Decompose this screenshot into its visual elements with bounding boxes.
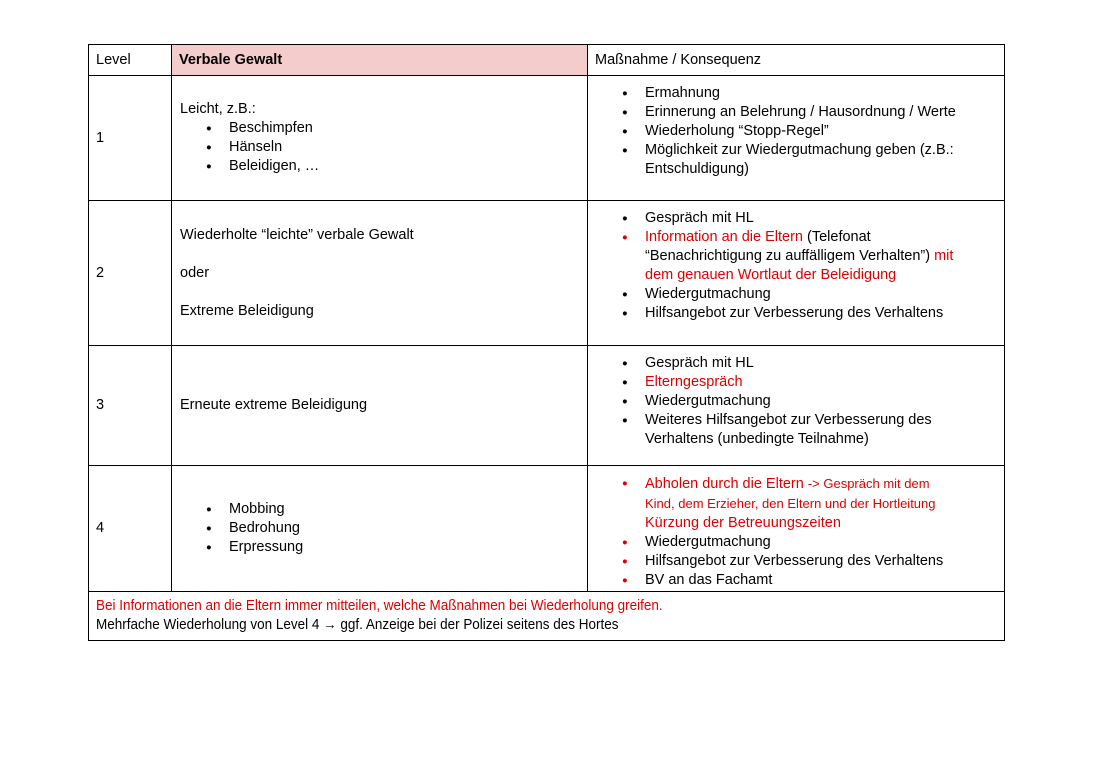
text-segment: mit: [934, 248, 954, 264]
text-segment: Kind, dem Erzieher, den Eltern und der Hortleitung: [645, 496, 936, 511]
bullet-icon: ●: [206, 161, 212, 172]
list-item-text: Erinnerung an Belehrung / Hausordnung / Werte: [645, 104, 956, 120]
text-segment: Abholen durch die Eltern: [645, 476, 808, 492]
header-massnahme: Maßnahme / Konsequenz: [588, 45, 1005, 76]
list-item: [622, 228, 1000, 285]
text-segment: -> Gespräch mit dem: [807, 476, 930, 491]
footer-row: [89, 592, 1005, 641]
list-item: [622, 103, 1000, 122]
header-level: Level: [89, 45, 172, 76]
list-item-text: Gespräch mit HL: [645, 210, 754, 226]
text-segment: Verhaltens (unbedingte Teilnahme): [645, 431, 869, 447]
list-item: [622, 392, 1000, 411]
bullet-icon: ●: [622, 358, 628, 369]
list-item: [206, 500, 583, 519]
bullet-icon: ●: [206, 123, 212, 134]
list-item: [206, 538, 583, 557]
list-item-text: Bedrohung: [229, 520, 300, 536]
level-2-cell: 2: [89, 201, 172, 346]
list-item: [622, 354, 1000, 373]
header-row: [89, 45, 1005, 76]
level-3-cell: 3: [89, 346, 172, 466]
bullet-icon: ●: [622, 107, 628, 118]
behavior-line: Erneute extreme Beleidigung: [180, 397, 368, 413]
row-level-3: [89, 346, 1005, 466]
level-1-behavior-cell: [172, 76, 588, 201]
list-item: [622, 571, 1000, 590]
list-item-text: Wiedergutmachung: [645, 534, 771, 550]
bullet-icon: ●: [622, 308, 628, 319]
level-4-actions-cell: [588, 466, 1005, 592]
list-item: [622, 285, 1000, 304]
bullet-icon: ●: [622, 415, 628, 426]
list-item-text: Beschimpfen: [229, 120, 313, 136]
list-item-text: Wiedergutmachung: [645, 393, 771, 409]
bullet-icon: ●: [622, 126, 628, 137]
footer-note-black: Mehrfache Wiederholung von Level 4 → ggf. Anzeige bei der Polizei seitens des Hortes: [96, 617, 619, 633]
bullet-icon: ●: [622, 145, 628, 156]
list-item-text: [645, 411, 1000, 449]
bullet-icon: ●: [622, 213, 628, 224]
bullet-icon: ●: [622, 575, 628, 586]
list-item: [622, 533, 1000, 552]
row-level-4: [89, 466, 1005, 592]
list-item-text: Beleidigen, …: [229, 158, 320, 174]
level-4-cell: 4: [89, 466, 172, 592]
bullet-icon: ●: [206, 142, 212, 153]
level-2-actions-cell: [588, 201, 1005, 346]
list-item-text: Wiederholung “Stopp-Regel”: [645, 123, 829, 139]
list-item: [622, 474, 1000, 533]
bullet-icon: ●: [622, 88, 628, 99]
level-2-behavior-cell: [172, 201, 588, 346]
behavior-line: Extreme Beleidigung: [180, 302, 314, 319]
bullet-icon: ●: [622, 537, 628, 548]
list-item-text: Gespräch mit HL: [645, 355, 754, 371]
text-segment: Information an die Eltern: [645, 229, 808, 245]
list-item: [206, 119, 583, 138]
text-segment: Entschuldigung): [645, 161, 749, 177]
level-1-actions-cell: [588, 76, 1005, 201]
list-item-text: [645, 141, 1000, 179]
bullet-icon: ●: [206, 504, 212, 515]
list-item-text: Hilfsangebot zur Verbesserung des Verhaltens: [645, 305, 944, 321]
list-item: [206, 138, 583, 157]
text-segment: Möglichkeit zur Wiedergutmachung geben (z.B.:: [645, 142, 954, 158]
footer-note-red: Bei Informationen an die Eltern immer mitteilen, welche Maßnahmen bei Wiederholung greifen.: [96, 598, 663, 614]
list-item: [622, 304, 1000, 323]
text-segment: (Telefonat: [807, 229, 871, 245]
behavior-line: Wiederholte “leichte” verbale Gewalt: [180, 226, 414, 243]
bullet-icon: ●: [206, 523, 212, 534]
list-item: [622, 209, 1000, 228]
level-3-actions-cell: [588, 346, 1005, 466]
footer-note-cell: [89, 592, 1005, 641]
text-segment: Weiteres Hilfsangebot zur Verbesserung des: [645, 412, 932, 428]
list-item: [622, 552, 1000, 571]
level-1-cell: 1: [89, 76, 172, 201]
bullet-icon: ●: [622, 377, 628, 388]
row-level-2: [89, 201, 1005, 346]
list-item-text: Wiedergutmachung: [645, 286, 771, 302]
bullet-icon: ●: [622, 478, 628, 489]
list-item: [622, 84, 1000, 103]
list-item-text: Mobbing: [229, 501, 285, 517]
list-item-text: BV an das Fachamt: [645, 572, 773, 588]
text-segment: dem genauen Wortlaut der Beleidigung: [645, 267, 897, 283]
row-level-1: [89, 76, 1005, 201]
escalation-table: [88, 44, 1005, 641]
behavior-intro: Leicht, z.B.:: [180, 101, 256, 117]
list-item: [622, 122, 1000, 141]
bullet-icon: ●: [622, 396, 628, 407]
bullet-icon: ●: [622, 232, 628, 243]
behavior-line: oder: [180, 264, 210, 281]
bullet-icon: ●: [622, 289, 628, 300]
level-4-behavior-cell: [172, 466, 588, 592]
header-verbale-gewalt: Verbale Gewalt: [172, 45, 588, 76]
list-item: [622, 141, 1000, 179]
list-item: [622, 411, 1000, 449]
list-item-text: [645, 228, 1000, 285]
list-item-text: Hänseln: [229, 139, 283, 155]
bullet-icon: ●: [206, 542, 212, 553]
list-item-text: Ermahnung: [645, 85, 720, 101]
list-item: [622, 373, 1000, 392]
list-item: [206, 157, 583, 176]
list-item-text: Hilfsangebot zur Verbesserung des Verhaltens: [645, 553, 944, 569]
list-item-text: [645, 474, 1000, 533]
list-item-text: Elterngespräch: [645, 374, 743, 390]
level-3-behavior-cell: [172, 346, 588, 466]
text-segment: Kürzung der Betreuungszeiten: [645, 515, 841, 531]
list-item: [206, 519, 583, 538]
bullet-icon: ●: [622, 556, 628, 567]
text-segment: “Benachrichtigung zu auffälligem Verhalten”): [645, 248, 935, 264]
list-item-text: Erpressung: [229, 539, 304, 555]
